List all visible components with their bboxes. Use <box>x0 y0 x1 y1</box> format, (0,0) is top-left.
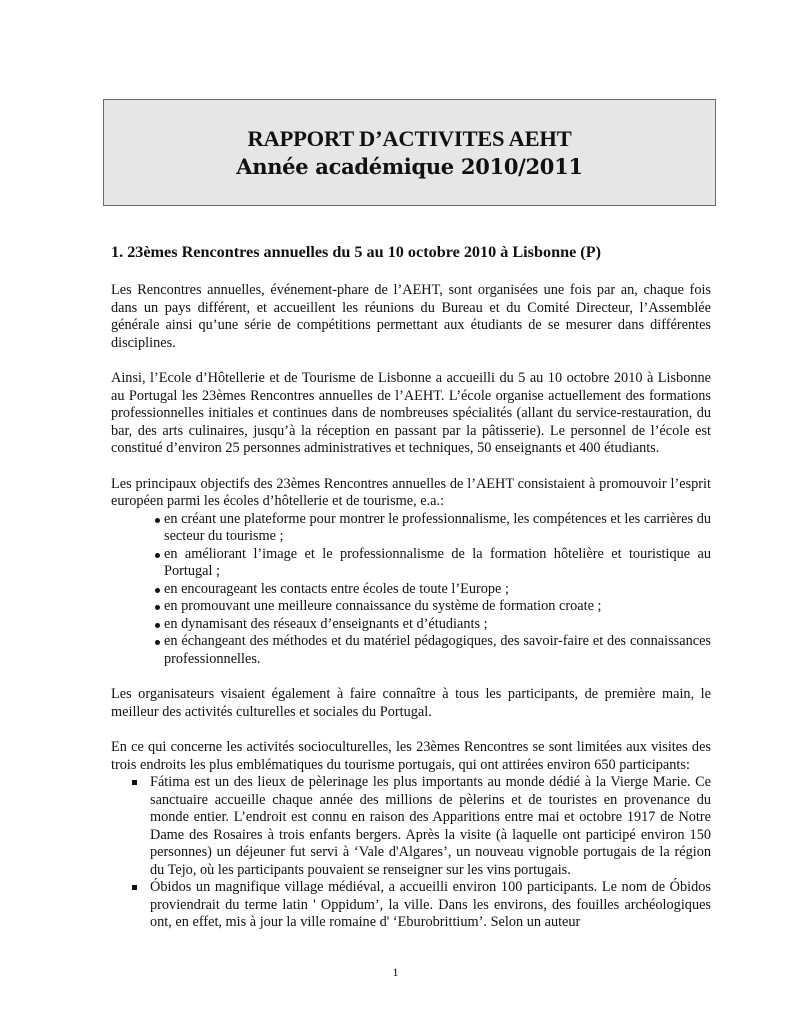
academic-year-title: Année académique 2010/2011 <box>236 154 583 179</box>
page-number: 1 <box>392 965 399 979</box>
list-item: Óbidos un magnifique village médiéval, a accueilli environ 100 participants. Le nom de Óbidos proviendrait du terme latin ' Oppidum’, la ville. Dans les environs, des fouilles archéologiques ont, en effet, mis à jour la ville romaine d' ‘Eburobrittium’. Selon un auteur <box>111 879 711 932</box>
list-item: en dynamisant des réseaux d’enseignants et d’étudiants ; <box>111 616 711 634</box>
visits-list <box>111 774 711 932</box>
list-item: en promouvant une meilleure connaissance du système de formation croate ; <box>111 598 711 616</box>
paragraph-objectives-intro: Les principaux objectifs des 23èmes Rencontres annuelles de l’AEHT consistaient à promouvoir l’esprit européen parmi les écoles d’hôtellerie et de tourisme, e.a.: <box>111 475 711 509</box>
bullet-dot-icon <box>155 605 160 610</box>
paragraph-intro: Les Rencontres annuelles, événement-phare de l’AEHT, sont organisées une fois par an, chaque fois dans un pays différent, et accueillent les réunions du Bureau et du Comité Directeur, l’Assemblée générale ainsi qu’une série de compétitions permettant aux étudiants de se mesurer dans différentes disciplines. <box>111 282 711 351</box>
bullet-square-icon <box>132 780 137 785</box>
title-box <box>103 99 716 206</box>
list-item: en encourageant les contacts entre écoles de toute l’Europe ; <box>111 581 711 599</box>
paragraph-lisbon-school: Ainsi, l’Ecole d’Hôtellerie et de Tourisme de Lisbonne a accueilli du 5 au 10 octobre 2010 à Lisbonne au Portugal les 23èmes Rencontres annuelles de l’AEHT. L’école organise actuellement des formations professionnelles initiales et continues dans de nombreuses spécialités (allant du service-restauration, du bar, des arts culinaires, jusqu’à la réception en passant par la pâtisserie). Le personnel de l’école est constitué d’environ 25 personnes administratives et techniques, 50 enseignants et 400 étudiants. <box>111 370 711 456</box>
report-title: RAPPORT D’ACTIVITES AEHT <box>247 126 572 151</box>
list-item: en échangeant des méthodes et du matériel pédagogiques, des savoir-faire et des connaissances professionnelles. <box>111 633 711 668</box>
bullet-dot-icon <box>155 623 160 628</box>
list-item: Fátima est un des lieux de pèlerinage les plus importants au monde dédié à la Vierge Marie. Ce sanctuaire accueille chaque année des millions de pèlerins et de touristes en provenance du monde entier. L’endroit est connu en raison des Apparitions entre mai et octobre 1917 de Notre Dame des Rosaires à trois enfants bergers. Après la visite (à laquelle ont participé environ 150 personnes) un déjeuner fut servi à ‘Vale d'Algares’, un nouveau vignoble portugais de la région du Tejo, où les participants pouvaient se renseigner sur les vins portugais. <box>111 774 711 879</box>
objectives-list <box>111 511 711 669</box>
list-item: en créant une plateforme pour montrer le professionnalisme, les compétences et les carrières du secteur du tourisme ; <box>111 511 711 546</box>
section-heading: 1. 23èmes Rencontres annuelles du 5 au 10 octobre 2010 à Lisbonne (P) <box>111 243 601 261</box>
document-body <box>111 243 711 950</box>
bullet-square-icon <box>132 885 137 890</box>
bullet-dot-icon <box>155 588 160 593</box>
paragraph-sociocultural: En ce qui concerne les activités socioculturelles, les 23èmes Rencontres se sont limitées aux visites des trois endroits les plus emblématiques du tourisme portugais, qui ont attirées environ 650 participants: <box>111 739 711 773</box>
bullet-dot-icon <box>155 553 160 558</box>
bullet-dot-icon <box>155 640 160 645</box>
paragraph-organisers: Les organisateurs visaient également à faire connaître à tous les participants, de première main, le meilleur des activités culturelles et sociales du Portugal. <box>111 686 711 720</box>
list-item: en améliorant l’image et le professionnalisme de la formation hôtelière et touristique au Portugal ; <box>111 546 711 581</box>
bullet-dot-icon <box>155 518 160 523</box>
